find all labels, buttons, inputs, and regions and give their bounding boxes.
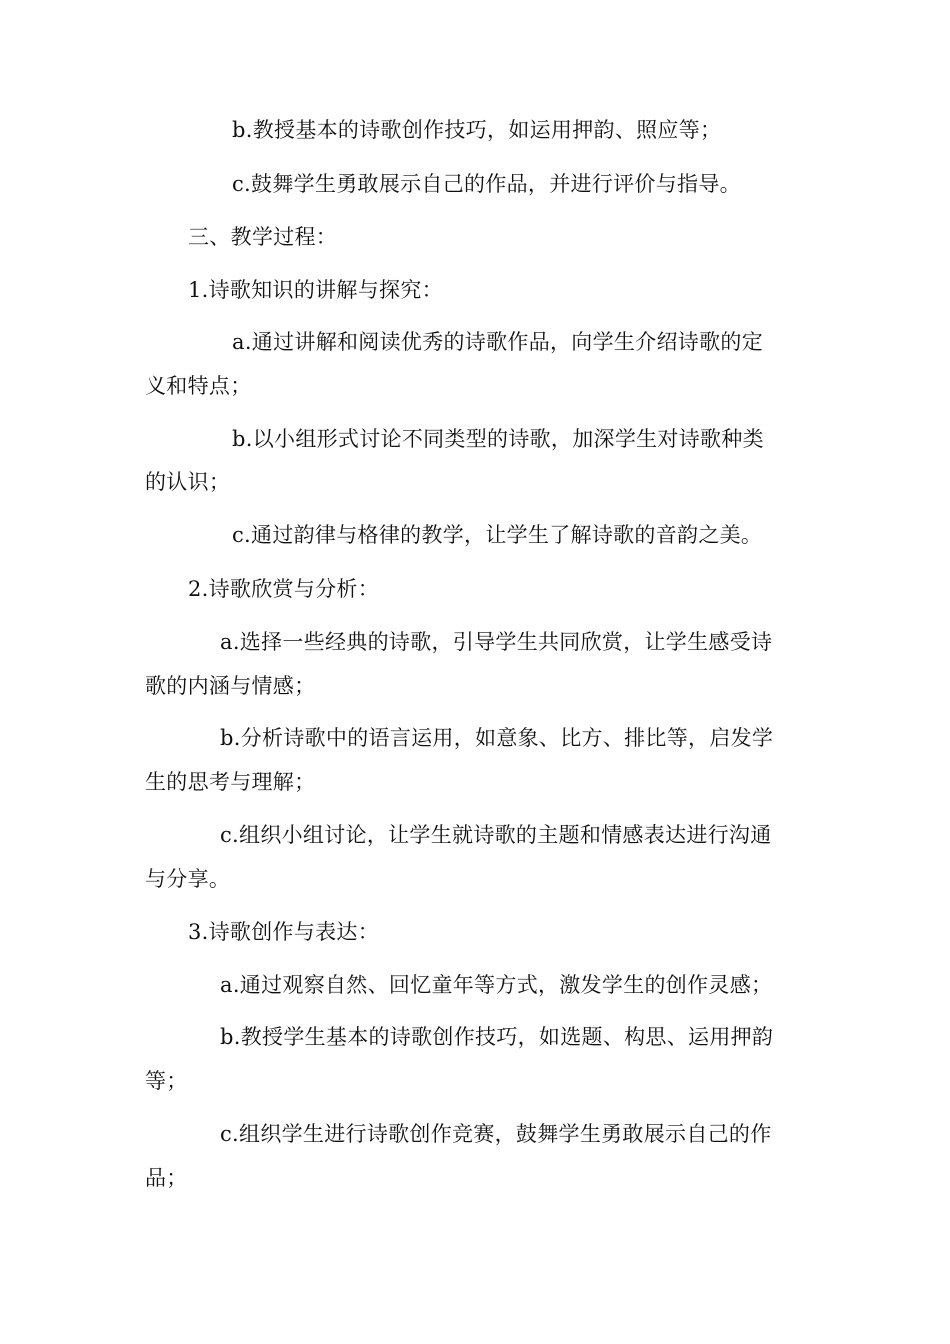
paragraph-line: 义和特点； [145,374,252,398]
paragraph-line: c.鼓舞学生勇敢展示自己的作品，并进行评价与指导。 [232,172,741,196]
subsection-heading: 1.诗歌知识的讲解与探究： [188,278,443,302]
paragraph-line: 的认识； [145,470,231,494]
paragraph-line: b.以小组形式讨论不同类型的诗歌，加深学生对诗歌种类 [232,427,764,451]
paragraph-line: b.分析诗歌中的语言运用，如意象、比方、排比等，启发学 [220,726,774,750]
paragraph-line: a.选择一些经典的诗歌，引导学生共同欣赏，让学生感受诗 [220,630,773,654]
paragraph-line: 生的思考与理解； [145,770,316,794]
paragraph-line: 歌的内涵与情感； [145,674,316,698]
paragraph-line: 品； [145,1166,188,1190]
paragraph-line: c.通过韵律与格律的教学，让学生了解诗歌的音韵之美。 [232,523,763,547]
subsection-heading: 3.诗歌创作与表达： [188,920,380,944]
paragraph-line: 等； [145,1069,188,1093]
paragraph-line: 与分享。 [145,867,231,891]
section-heading: 三、教学过程： [188,225,338,249]
paragraph-line: b.教授学生基本的诗歌创作技巧，如选题、构思、运用押韵 [220,1025,774,1049]
paragraph-line: a.通过观察自然、回忆童年等方式，激发学生的创作灵感； [220,973,773,997]
paragraph-line: b.教授基本的诗歌创作技巧，如运用押韵、照应等； [232,118,722,142]
paragraph-line: c.组织学生进行诗歌创作竞赛，鼓舞学生勇敢展示自己的作 [220,1122,772,1146]
paragraph-line: a.通过讲解和阅读优秀的诗歌作品，向学生介绍诗歌的定 [232,330,763,354]
paragraph-line: c.组织小组讨论，让学生就诗歌的主题和情感表达进行沟通 [220,823,772,847]
subsection-heading: 2.诗歌欣赏与分析： [188,577,380,601]
